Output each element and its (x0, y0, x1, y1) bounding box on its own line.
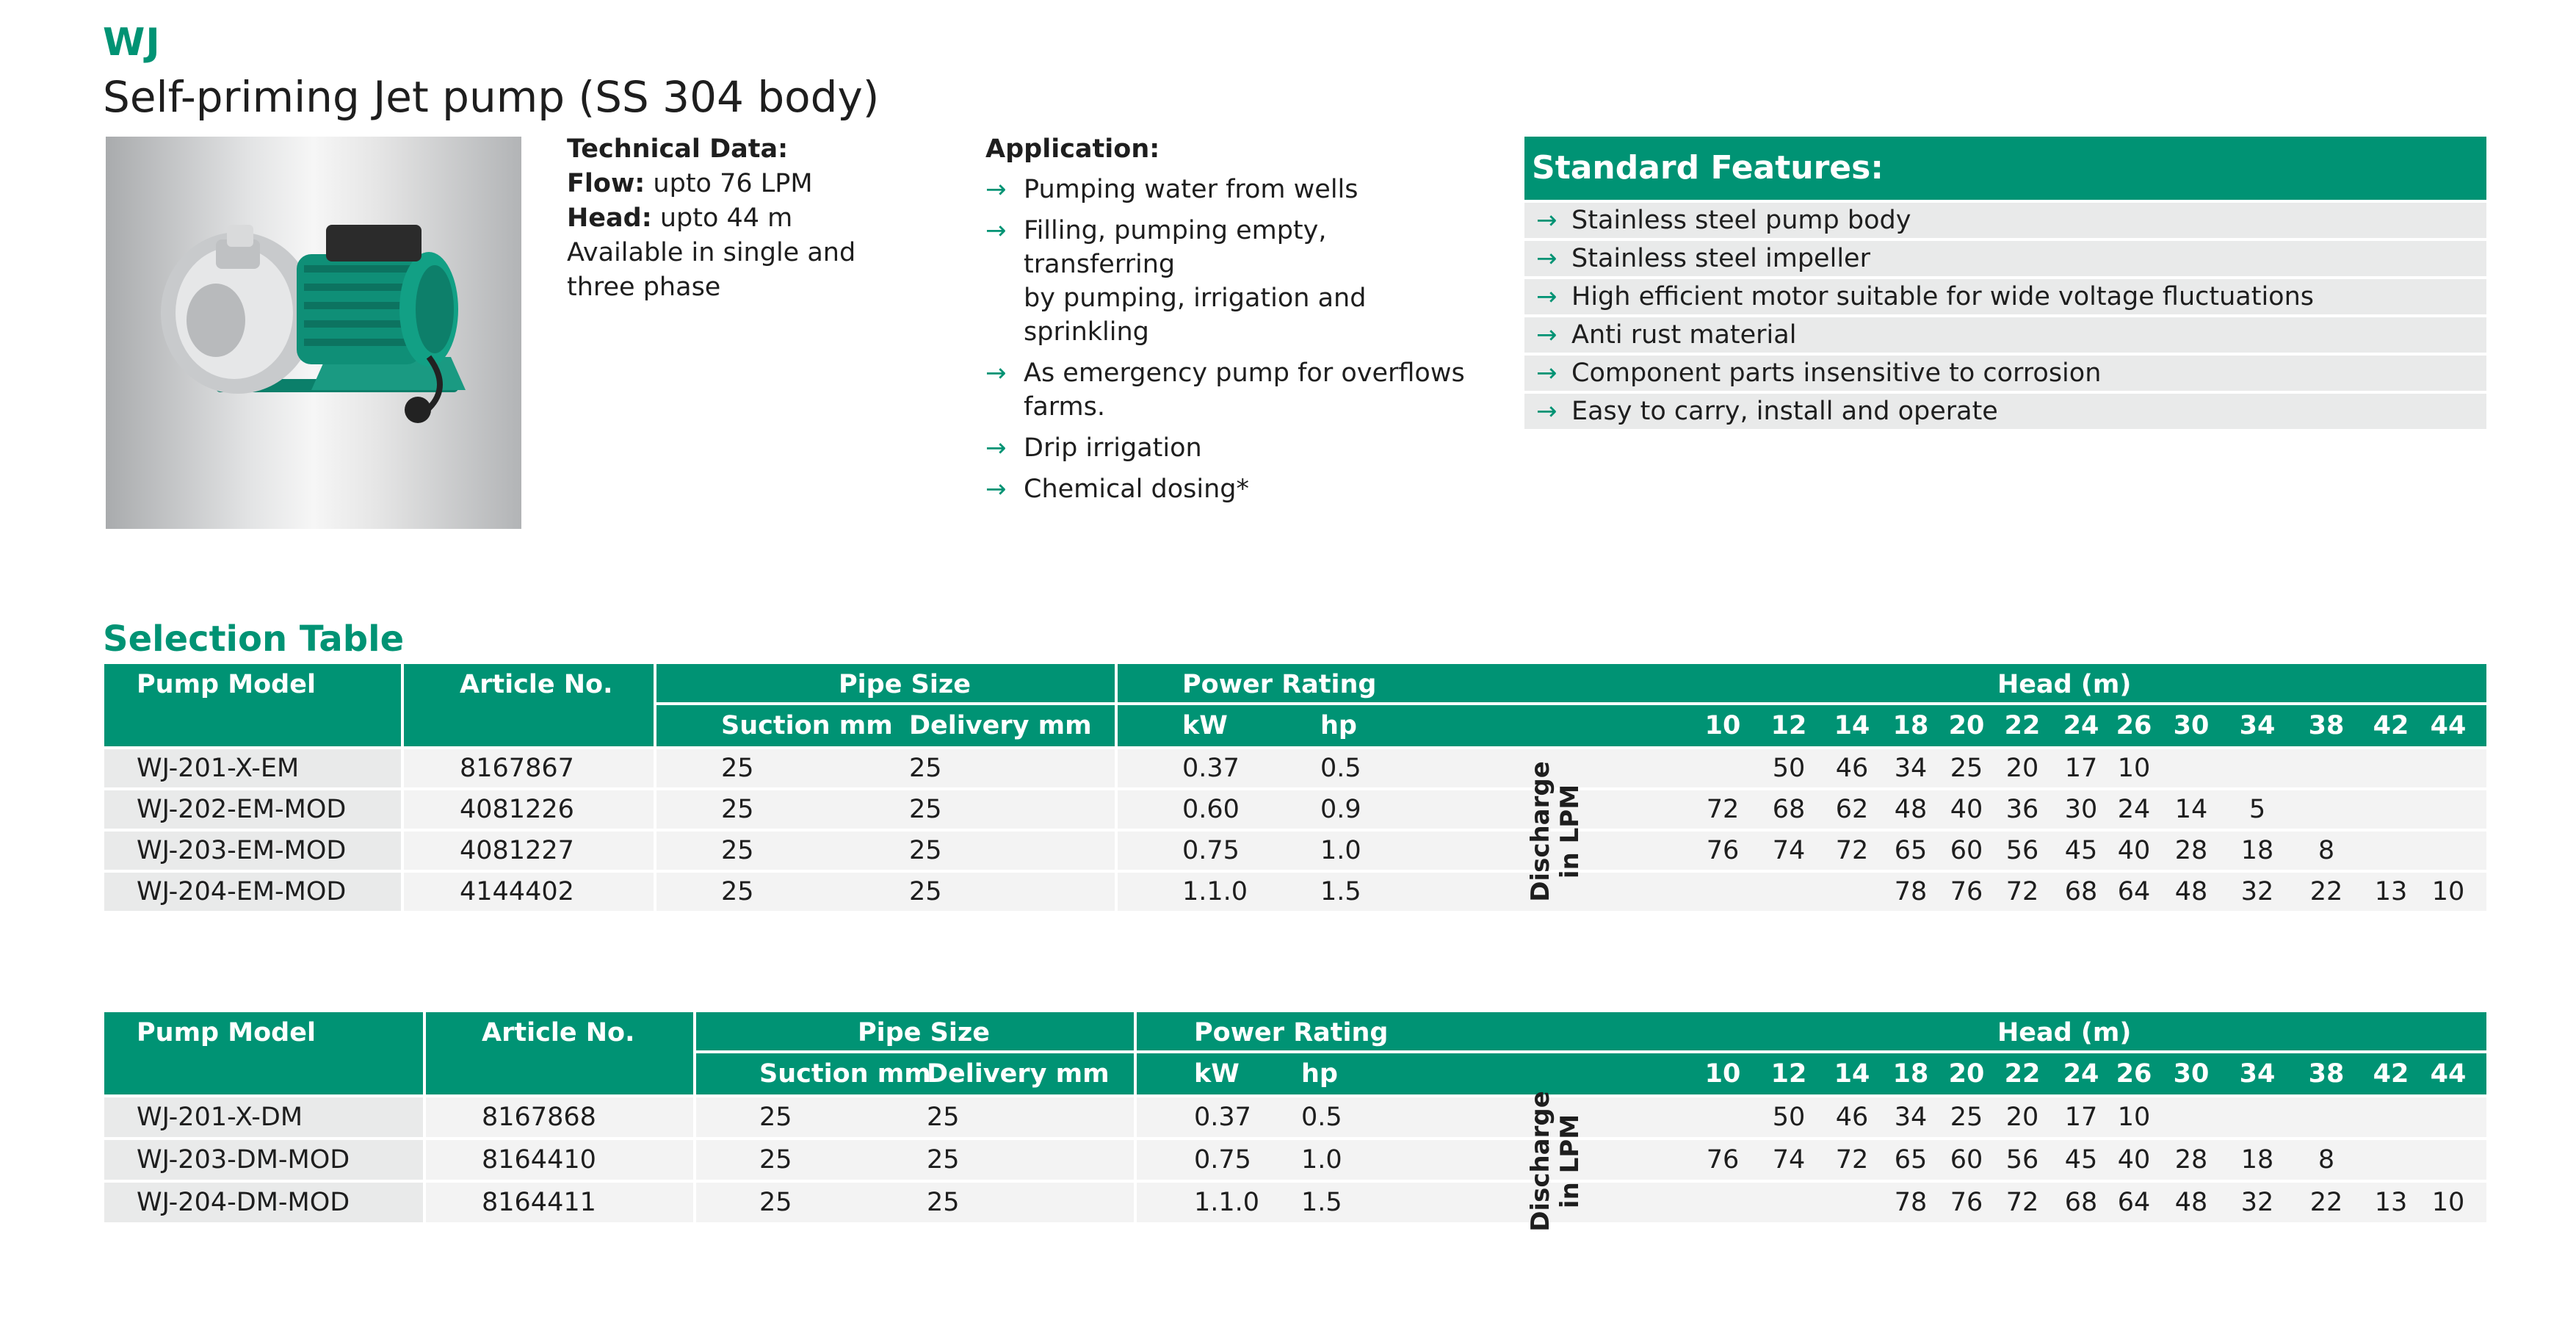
header-head-value: 12 (1770, 711, 1807, 740)
discharge-value: 24 (2117, 795, 2151, 824)
pump-model: WJ-203-DM-MOD (137, 1145, 350, 1175)
arrow-right-icon: → (1536, 320, 1557, 350)
discharge-value: 72 (2005, 1188, 2039, 1217)
discharge-value: 10 (2117, 1103, 2151, 1132)
application-item-text (1024, 431, 1202, 465)
header-head-value: 22 (2004, 1059, 2041, 1089)
discharge-in-lpm-label (1526, 758, 1588, 905)
discharge-value: 17 (2064, 754, 2098, 783)
application-item (985, 214, 1485, 349)
suction-size: 25 (759, 1188, 792, 1217)
header-head-value: 44 (2430, 1059, 2467, 1089)
discharge-value: 18 (2240, 836, 2274, 865)
discharge-value: 62 (1835, 795, 1869, 824)
pump-model: WJ-204-DM-MOD (137, 1188, 350, 1217)
discharge-value: 50 (1772, 1103, 1806, 1132)
power-hp: 0.9 (1320, 795, 1361, 824)
header-head: Head (m) (1997, 670, 2132, 699)
discharge-value: 48 (1894, 795, 1928, 824)
application-item-text (1024, 472, 1249, 506)
application-item-text (1024, 214, 1485, 349)
arrow-right-icon: → (985, 175, 1007, 204)
discharge-value: 72 (1835, 1145, 1869, 1175)
discharge-value: 25 (1950, 1103, 1983, 1132)
arrow-right-icon: → (985, 358, 1007, 388)
header-kw: kW (1182, 711, 1228, 740)
header-delivery: Delivery mm (927, 1059, 1110, 1089)
discharge-value: 32 (2240, 877, 2274, 906)
discharge-value: 60 (1950, 836, 1983, 865)
discharge-value: 48 (2174, 877, 2208, 906)
discharge-value: 76 (1706, 1145, 1740, 1175)
discharge-value: 13 (2374, 1188, 2408, 1217)
discharge-value: 28 (2174, 836, 2208, 865)
header-head-value: 38 (2308, 711, 2345, 740)
header-pipe-size: Pipe Size (839, 670, 971, 699)
discharge-value: 22 (2309, 877, 2343, 906)
header-head-value: 18 (1892, 711, 1929, 740)
feature-item-text: Stainless steel impeller (1571, 244, 1870, 273)
pump-model: WJ-201-X-DM (137, 1103, 303, 1132)
article-no: 4081226 (460, 795, 574, 824)
discharge-value: 17 (2064, 1103, 2098, 1132)
header-head-value: 14 (1834, 1059, 1870, 1089)
application-item (985, 356, 1485, 424)
discharge-value: 74 (1772, 836, 1806, 865)
delivery-size: 25 (909, 836, 942, 865)
discharge-value: 5 (2248, 795, 2266, 824)
phase-line-2: three phase (567, 273, 721, 302)
application-item-line: farms. (1024, 392, 1105, 422)
application-item (985, 173, 1485, 206)
arrow-right-icon: → (1536, 282, 1557, 311)
header-head-value: 10 (1704, 711, 1741, 740)
discharge-value: 10 (2431, 1188, 2465, 1217)
header-hp: hp (1320, 711, 1357, 740)
header-head-value: 20 (1948, 1059, 1985, 1089)
delivery-size: 25 (909, 877, 942, 906)
discharge-label-line-1: Discharge (1526, 761, 1555, 902)
discharge-value: 76 (1706, 836, 1740, 865)
application-item-line: by pumping, irrigation and sprinkling (1024, 284, 1367, 347)
application-item-text (1024, 356, 1465, 424)
discharge-label-line-2: in LPM (1555, 1114, 1585, 1209)
article-no: 8167867 (460, 754, 574, 783)
header-pipe-size: Pipe Size (858, 1018, 990, 1047)
header-suction: Suction mm (721, 711, 893, 740)
application-item-line: As emergency pump for overflows (1024, 358, 1465, 388)
discharge-value: 46 (1835, 754, 1869, 783)
delivery-size: 25 (909, 754, 942, 783)
suction-size: 25 (721, 836, 754, 865)
header-power-rating: Power Rating (1194, 1018, 1389, 1047)
discharge-value: 14 (2174, 795, 2208, 824)
application-item-text (1024, 173, 1358, 206)
pump-model: WJ-202-EM-MOD (137, 795, 347, 824)
header-head-value: 38 (2308, 1059, 2345, 1089)
discharge-value: 48 (2174, 1188, 2208, 1217)
arrow-right-icon: → (985, 475, 1007, 504)
arrow-right-icon: → (1536, 358, 1557, 388)
header-head-value: 26 (2116, 711, 2152, 740)
phase-line-1: Available in single and (567, 238, 856, 267)
suction-size: 25 (759, 1145, 792, 1175)
power-kw: 1.1.0 (1182, 877, 1248, 906)
feature-item (1524, 356, 2486, 391)
feature-item-text: Anti rust material (1571, 320, 1797, 350)
header-head-value: 24 (2063, 711, 2099, 740)
arrow-right-icon: → (1536, 244, 1557, 273)
application-item-line: Pumping water from wells (1024, 175, 1358, 204)
power-kw: 0.75 (1182, 836, 1240, 865)
feature-item (1524, 241, 2486, 276)
discharge-value: 10 (2117, 754, 2151, 783)
arrow-right-icon: → (1536, 206, 1557, 235)
header-pump-model: Pump Model (137, 1018, 316, 1047)
article-no: 4081227 (460, 836, 574, 865)
feature-item-text: Stainless steel pump body (1571, 206, 1911, 235)
suction-size: 25 (721, 795, 754, 824)
discharge-value: 65 (1894, 836, 1928, 865)
application-list (985, 173, 1485, 506)
feature-item-text: Easy to carry, install and operate (1571, 397, 1998, 426)
feature-item (1524, 279, 2486, 314)
discharge-value: 68 (2064, 877, 2098, 906)
discharge-in-lpm-label (1526, 1088, 1588, 1235)
power-kw: 0.60 (1182, 795, 1240, 824)
technical-data (567, 132, 855, 305)
discharge-value: 56 (2005, 836, 2039, 865)
power-hp: 0.5 (1301, 1103, 1342, 1132)
header-article-no: Article No. (482, 1018, 635, 1047)
discharge-value: 65 (1894, 1145, 1928, 1175)
discharge-value: 8 (2318, 836, 2335, 865)
feature-list (1524, 203, 2486, 429)
discharge-value: 72 (2005, 877, 2039, 906)
flow-value: upto 76 LPM (645, 169, 813, 198)
pump-model: WJ-201-X-EM (137, 754, 300, 783)
application-item-line: Chemical dosing* (1024, 475, 1250, 504)
header-pump-model: Pump Model (137, 670, 316, 699)
article-no: 8164411 (482, 1188, 596, 1217)
article-no: 4144402 (460, 877, 574, 906)
header-delivery: Delivery mm (909, 711, 1092, 740)
arrow-right-icon: → (1536, 397, 1557, 426)
discharge-value: 74 (1772, 1145, 1806, 1175)
discharge-value: 64 (2117, 877, 2151, 906)
discharge-value: 60 (1950, 1145, 1983, 1175)
discharge-value: 8 (2318, 1145, 2335, 1175)
application-item (985, 431, 1485, 465)
header-head-value: 22 (2004, 711, 2041, 740)
discharge-value: 28 (2174, 1145, 2208, 1175)
header-head-value: 12 (1770, 1059, 1807, 1089)
pump-illustration-icon (106, 137, 521, 529)
header-article-no: Article No. (460, 670, 613, 699)
header-head-value: 44 (2430, 711, 2467, 740)
arrow-right-icon: → (985, 433, 1007, 463)
power-kw: 1.1.0 (1194, 1188, 1260, 1217)
suction-size: 25 (721, 877, 754, 906)
feature-item (1524, 203, 2486, 238)
header-head-value: 42 (2373, 1059, 2409, 1089)
suction-size: 25 (759, 1103, 792, 1132)
header-head: Head (m) (1997, 1018, 2132, 1047)
header-head-value: 24 (2063, 1059, 2099, 1089)
arrow-right-icon: → (985, 216, 1007, 245)
feature-item (1524, 317, 2486, 353)
header-head-value: 14 (1834, 711, 1870, 740)
discharge-value: 72 (1835, 836, 1869, 865)
header-power-rating: Power Rating (1182, 670, 1377, 699)
discharge-value: 56 (2005, 1145, 2039, 1175)
delivery-size: 25 (927, 1188, 960, 1217)
discharge-value: 18 (2240, 1145, 2274, 1175)
delivery-size: 25 (927, 1103, 960, 1132)
application-item-line: Filling, pumping empty, transferring (1024, 216, 1327, 279)
power-kw: 0.37 (1182, 754, 1240, 783)
delivery-size: 25 (927, 1145, 960, 1175)
suction-size: 25 (721, 754, 754, 783)
discharge-value: 68 (1772, 795, 1806, 824)
discharge-value: 50 (1772, 754, 1806, 783)
header-head-value: 30 (2173, 1059, 2210, 1089)
header-hp: hp (1301, 1059, 1338, 1089)
header-head-value: 18 (1892, 1059, 1929, 1089)
discharge-value: 36 (2005, 795, 2039, 824)
product-title: Self-priming Jet pump (SS 304 body) (103, 72, 880, 122)
header-kw: kW (1194, 1059, 1240, 1089)
discharge-value: 45 (2064, 1145, 2098, 1175)
discharge-value: 68 (2064, 1188, 2098, 1217)
discharge-value: 46 (1835, 1103, 1869, 1132)
product-code: WJ (103, 21, 161, 65)
discharge-value: 40 (1950, 795, 1983, 824)
article-no: 8164410 (482, 1145, 596, 1175)
discharge-value: 64 (2117, 1188, 2151, 1217)
discharge-value: 78 (1894, 877, 1928, 906)
standard-features-heading: Standard Features: (1524, 137, 2486, 200)
flow-line (567, 167, 855, 201)
header-head-value: 30 (2173, 711, 2210, 740)
selection-table-title: Selection Table (103, 618, 405, 660)
discharge-value: 72 (1706, 795, 1740, 824)
discharge-value: 25 (1950, 754, 1983, 783)
flow-label: Flow: (567, 169, 645, 198)
feature-item (1524, 394, 2486, 429)
header-head-value: 34 (2239, 711, 2276, 740)
discharge-value: 76 (1950, 877, 1983, 906)
standard-features (1524, 137, 2486, 429)
delivery-size: 25 (909, 795, 942, 824)
discharge-value: 32 (2240, 1188, 2274, 1217)
application-heading: Application: (985, 134, 1160, 164)
feature-item-text: Component parts insensitive to corrosion (1571, 358, 2102, 388)
discharge-value: 30 (2064, 795, 2098, 824)
power-hp: 1.0 (1320, 836, 1361, 865)
technical-data-heading: Technical Data: (567, 134, 789, 164)
header-head-value: 26 (2116, 1059, 2152, 1089)
discharge-value: 20 (2005, 754, 2039, 783)
discharge-label-line-2: in LPM (1555, 784, 1585, 879)
power-hp: 0.5 (1320, 754, 1361, 783)
pump-photo (106, 137, 521, 529)
header-head-value: 10 (1704, 1059, 1741, 1089)
discharge-value: 45 (2064, 836, 2098, 865)
discharge-label-line-1: Discharge (1526, 1091, 1555, 1232)
discharge-value: 40 (2117, 836, 2151, 865)
discharge-value: 76 (1950, 1188, 1983, 1217)
discharge-value: 13 (2374, 877, 2408, 906)
discharge-value: 20 (2005, 1103, 2039, 1132)
head-value: upto 44 m (651, 203, 793, 233)
application-section (985, 132, 1485, 513)
head-line (567, 201, 855, 236)
application-item-line: Drip irrigation (1024, 433, 1202, 463)
article-no: 8167868 (482, 1103, 596, 1132)
power-hp: 1.5 (1320, 877, 1361, 906)
discharge-value: 22 (2309, 1188, 2343, 1217)
power-hp: 1.0 (1301, 1145, 1342, 1175)
header-suction: Suction mm (759, 1059, 931, 1089)
discharge-value: 34 (1894, 1103, 1928, 1132)
power-kw: 0.37 (1194, 1103, 1251, 1132)
header-head-value: 42 (2373, 711, 2409, 740)
feature-item-text: High efficient motor suitable for wide voltage fluctuations (1571, 282, 2315, 311)
discharge-value: 10 (2431, 877, 2465, 906)
discharge-value: 78 (1894, 1188, 1928, 1217)
head-label: Head: (567, 203, 652, 233)
pump-model: WJ-204-EM-MOD (137, 877, 347, 906)
header-head-value: 20 (1948, 711, 1985, 740)
power-kw: 0.75 (1194, 1145, 1251, 1175)
application-item (985, 472, 1485, 506)
pump-model: WJ-203-EM-MOD (137, 836, 347, 865)
power-hp: 1.5 (1301, 1188, 1342, 1217)
discharge-value: 40 (2117, 1145, 2151, 1175)
discharge-value: 34 (1894, 754, 1928, 783)
header-head-value: 34 (2239, 1059, 2276, 1089)
